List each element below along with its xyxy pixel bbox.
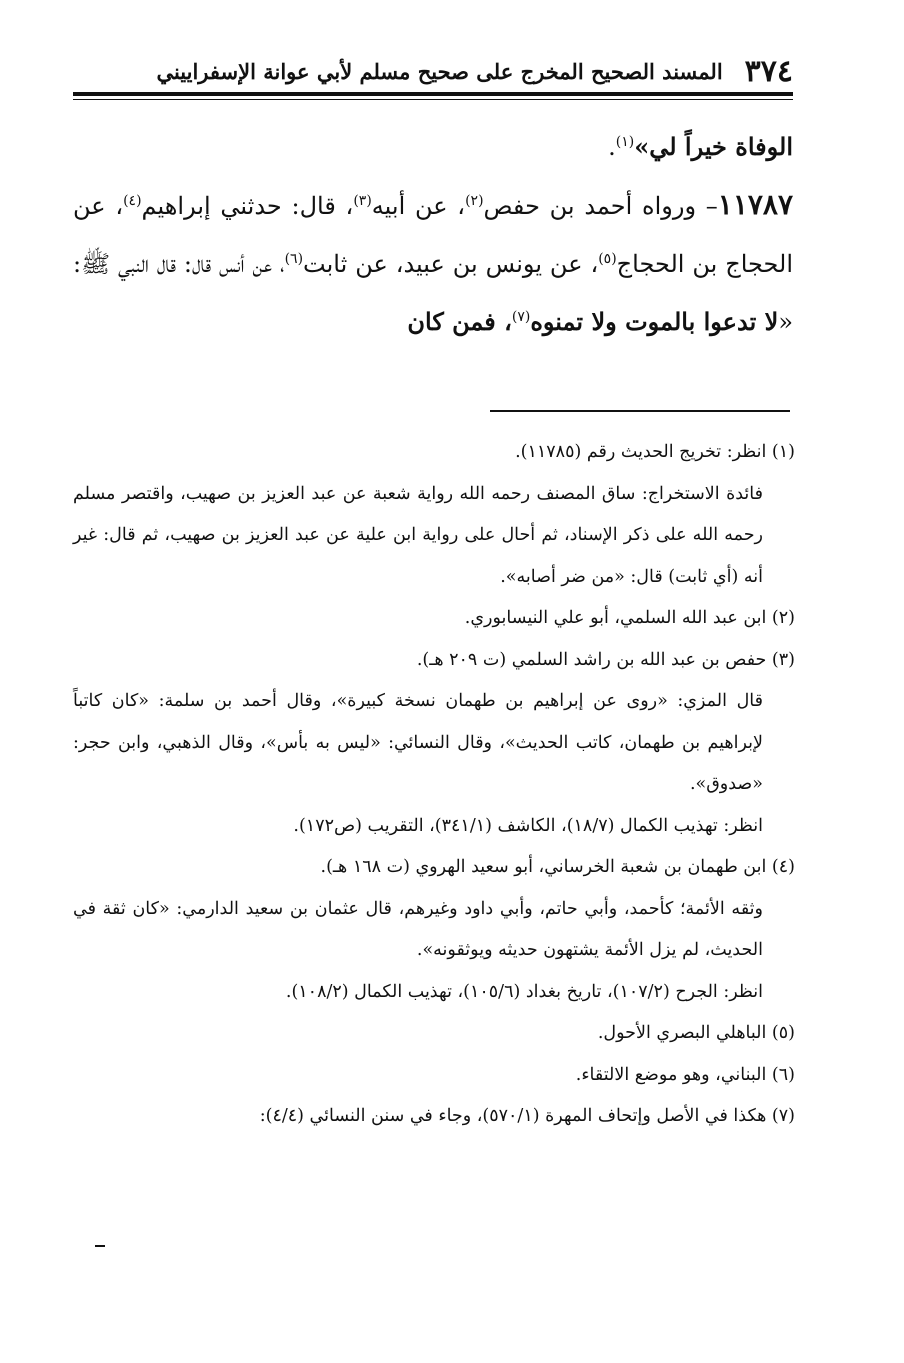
footnote-ref-3: (٣) xyxy=(353,193,372,209)
footnote-5: (٥) الباهلي البصري الأحول. xyxy=(597,1023,795,1043)
quote-end: الوفاة خيراً لي» xyxy=(634,132,793,161)
footnotes xyxy=(73,432,795,1138)
page-header xyxy=(73,50,793,96)
text-c: ، قال: حدثني إبراهيم xyxy=(141,192,354,220)
main-text xyxy=(73,118,793,351)
running-title: المسند الصحيح المخرج على صحيح مسلم لأبي عوانة الإسفراييني xyxy=(156,58,723,84)
footnote-1: (١) انظر: تخريج الحديث رقم (١١٧٨٥). xyxy=(515,442,795,462)
footnote-ref-5: (٥) xyxy=(598,251,617,267)
hadith-number: ١١٧٨٧ xyxy=(717,188,793,221)
period: . xyxy=(608,133,616,161)
text-f: ، عن أنس قال: قال النبي ﷺ: « xyxy=(73,250,793,336)
footnote-4-quotes: وثقه الأئمة؛ كأحمد، وأبي حاتم، وأبي داود وغيرهم، قال عثمان بن سعيد الدارمي: «كان ثقة في الحديث، لم يزل الأئمة يشتهون حديثه ويوثقونه». xyxy=(73,898,763,960)
hadith-paragraph xyxy=(73,176,793,351)
footnote-ref-7: (٧) xyxy=(511,309,531,325)
footnote-3-quotes: قال المزي: «روى عن إبراهيم بن طهمان نسخة كبيرة»، وقال أحمد بن سلمة: «كان كاتباً لإبراهيم بن طهمان، كاتب الحديث»، وقال النسائي: «ليس به بأس»، وقال الذهبي، وابن حجر: «صدوق». xyxy=(73,691,763,794)
prophetic-quote: لا تدعوا بالموت ولا تمنوه xyxy=(530,307,779,336)
footnote-3-refs: انظر: تهذيب الكمال (١٨/٧)، الكاشف (٣٤١/١)، التقريب (ص١٧٢). xyxy=(293,815,763,836)
text-b: ، عن أبيه xyxy=(371,192,466,220)
continuation-line xyxy=(73,118,793,176)
continuation-mark xyxy=(95,1245,105,1247)
text-a: – ورواه أحمد بن حفص xyxy=(483,192,718,220)
footnote-6: (٦) البناني، وهو موضع الالتقاء. xyxy=(575,1064,795,1085)
footnote-separator xyxy=(490,410,790,412)
footnote-3: (٣) حفص بن عبد الله بن راشد السلمي (ت ٢٠٩ هـ). xyxy=(416,649,795,670)
footnote-ref-4: (٤) xyxy=(123,193,142,209)
footnote-ref-1: (١) xyxy=(615,134,635,150)
footnote-7: (٧) هكذا في الأصل وإتحاف المهرة (٥٧٠/١)، وجاء في سنن النسائي (٤/٤): xyxy=(259,1106,795,1126)
text-e: ، عن يونس بن عبيد، عن ثابت xyxy=(303,250,599,278)
footnote-ref-2: (٢) xyxy=(465,193,484,209)
footnote-1-benefit: فائدة الاستخراج: ساق المصنف رحمه الله رواية شعبة عن عبد العزيز بن صهيب، واقتصر مسلم رحمه الله على ذكر الإسناد، ثم أحال على رواية ابن علية عن عبد العزيز بن صهيب، ثم قال: غير أنه (أي ثابت) قال: «من ضر أصابه». xyxy=(73,483,763,587)
footnote-ref-6: (٦) xyxy=(284,251,304,267)
page-number: ٣٧٤ xyxy=(744,53,793,89)
footnote-4-refs: انظر: الجرح (١٠٧/٢)، تاريخ بغداد (١٠٥/٦)، تهذيب الكمال (١٠٨/٢). xyxy=(285,981,763,1002)
text-h: ، فمن كان xyxy=(407,307,512,336)
footnote-4: (٤) ابن طهمان بن شعبة الخرساني، أبو سعيد الهروي (ت ١٦٨ هـ). xyxy=(320,857,795,877)
footnote-2: (٢) ابن عبد الله السلمي، أبو علي النيسابوري. xyxy=(464,608,795,628)
text-d: ، عن الحجاج بن الحجاج xyxy=(73,192,794,278)
